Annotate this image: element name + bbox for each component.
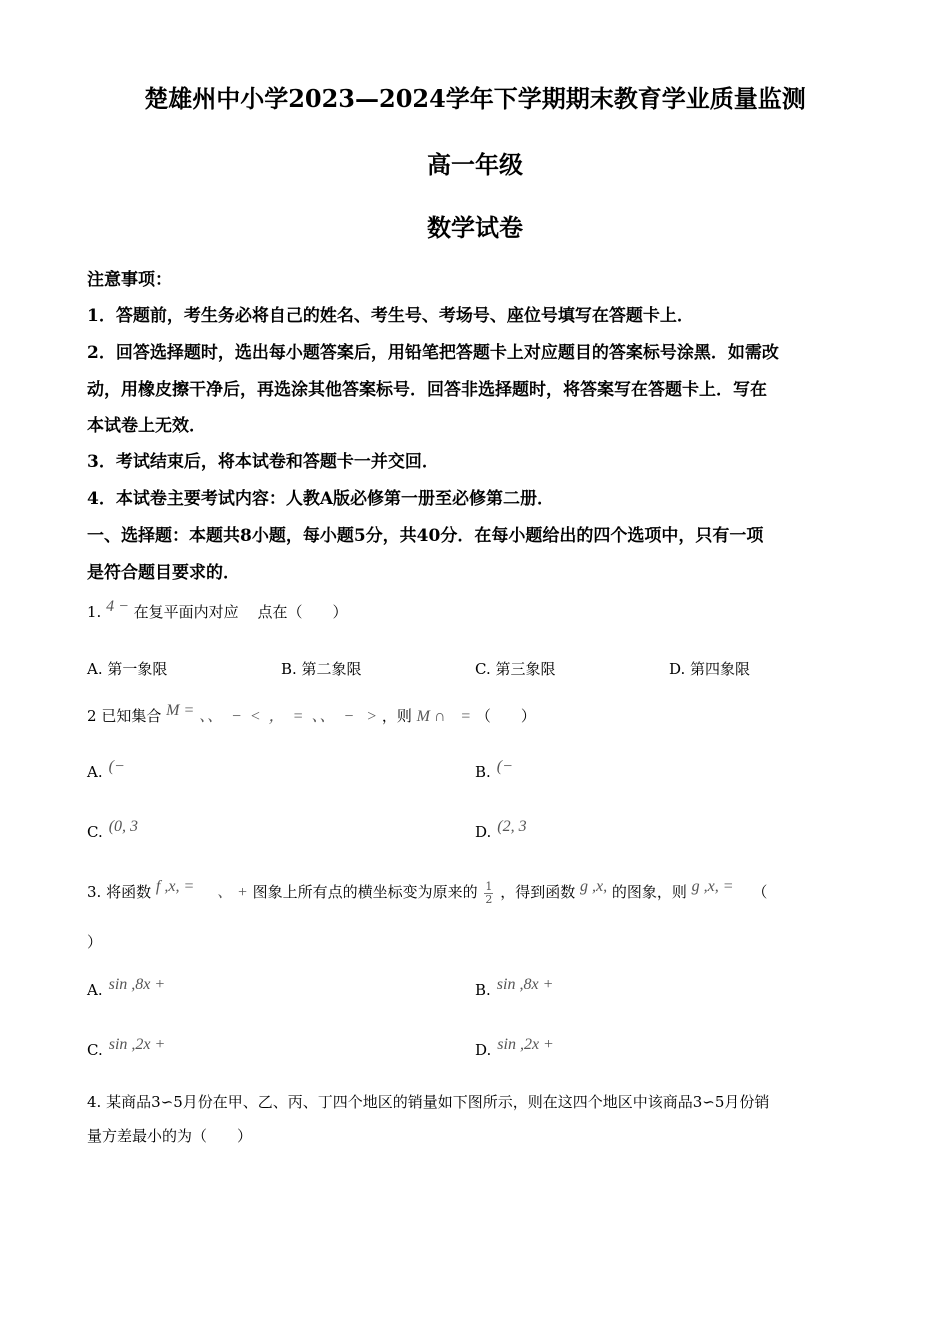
question-text: 图象上所有点的横坐标变为原来的	[252, 883, 478, 901]
math-expression: =	[460, 708, 472, 725]
option-label: A.	[87, 763, 103, 781]
question-text: （	[752, 883, 768, 901]
question-text: 在复平面内对应	[133, 603, 239, 621]
option-math: (−	[496, 758, 513, 775]
math-expression: M ∩	[416, 708, 446, 725]
subject-title: 数学试卷	[427, 213, 523, 242]
q1-option-a: A. 第一象限	[87, 660, 168, 678]
question-text: （ ）	[475, 707, 536, 725]
math-expression: M =	[166, 702, 195, 719]
option-math: sin ,8x +	[496, 976, 554, 993]
option-label: A.	[87, 981, 103, 999]
math-expression: g ,x, =	[691, 878, 734, 895]
option-math: (2, 3	[497, 818, 527, 835]
question-text: ，则	[381, 707, 412, 725]
option-label: D.	[475, 1041, 492, 1059]
question-3	[87, 880, 767, 906]
math-expression: f ,x, =	[155, 878, 195, 895]
question-1	[87, 600, 347, 625]
math-expression: 、、 − < ， = 、、 − >	[199, 708, 378, 725]
question-number: 2	[87, 707, 97, 725]
option-math: (−	[108, 758, 125, 775]
question-4-line-1: 4. 某商品3∽5月份在甲、乙、丙、丁四个地区的销量如下图所示，则在这四个地区中该商品3∽5月份销	[87, 1093, 770, 1111]
section-1-line-1: 一、选择题：本题共8小题，每小题5分，共40分．在每小题给出的四个选项中，只有一项	[87, 526, 764, 546]
question-text: ，得到函数	[500, 883, 576, 901]
option-label: B.	[475, 981, 491, 999]
question-2	[87, 704, 536, 729]
option-label: B.	[475, 763, 491, 781]
q3-option-c	[87, 1038, 165, 1063]
q3-option-d	[475, 1038, 554, 1063]
q2-option-a	[87, 760, 125, 785]
question-text: 将函数	[106, 883, 152, 901]
question-text: 点在（ ）	[257, 603, 348, 621]
question-3-continued: ）	[87, 933, 103, 951]
question-number: 3.	[87, 883, 102, 901]
question-4-line-2: 量方差最小的为（ ）	[87, 1127, 253, 1145]
notes-heading: 注意事项：	[87, 270, 172, 290]
fraction-one-half	[484, 881, 493, 906]
q2-option-d	[475, 820, 527, 845]
question-text: 已知集合	[101, 707, 162, 725]
question-text: 的图象，则	[611, 883, 687, 901]
option-label: C.	[87, 823, 103, 841]
option-label: D.	[475, 823, 492, 841]
option-math: (0, 3	[108, 818, 139, 835]
note-item-2-line-2: 动，用橡皮擦干净后，再选涂其他答案标号．回答非选择题时，将答案写在答题卡上．写在	[87, 380, 767, 400]
fraction-numerator: 1	[485, 879, 493, 893]
math-expression: 、 +	[217, 884, 248, 901]
note-item-1: 1．答题前，考生务必将自己的姓名、考生号、考场号、座位号填写在答题卡上．	[87, 306, 694, 326]
grade-title: 高一年级	[427, 150, 523, 179]
q2-option-b	[475, 760, 513, 785]
note-item-3: 3．考试结束后，将本试卷和答题卡一并交回．	[87, 452, 439, 472]
option-math: sin ,2x +	[497, 1036, 554, 1053]
option-math: sin ,8x +	[108, 976, 166, 993]
note-item-2-line-1: 2．回答选择题时，选出每小题答案后，用铅笔把答题卡上对应题目的答案标号涂黑．如需改	[87, 343, 779, 363]
section-1-line-2: 是符合题目要求的．	[87, 563, 240, 583]
question-number: 1.	[87, 603, 102, 621]
q1-option-d: D. 第四象限	[669, 660, 751, 678]
option-label: C.	[87, 1041, 103, 1059]
q1-option-c: C. 第三象限	[475, 660, 556, 678]
q3-option-a	[87, 978, 165, 1003]
fraction-denominator: 2	[485, 892, 493, 906]
q1-option-b: B. 第二象限	[281, 660, 362, 678]
q2-option-c	[87, 820, 138, 845]
math-expression: g ,x,	[579, 878, 608, 895]
note-item-2-line-3: 本试卷上无效．	[87, 416, 206, 436]
math-expression: 4 −	[106, 598, 129, 615]
exam-title: 楚雄州中小学2023—2024学年下学期期末教育学业质量监测	[144, 84, 806, 113]
option-math: sin ,2x +	[108, 1036, 166, 1053]
q3-option-b	[475, 978, 553, 1003]
note-item-4: 4．本试卷主要考试内容：人教A版必修第一册至必修第二册．	[87, 489, 555, 509]
